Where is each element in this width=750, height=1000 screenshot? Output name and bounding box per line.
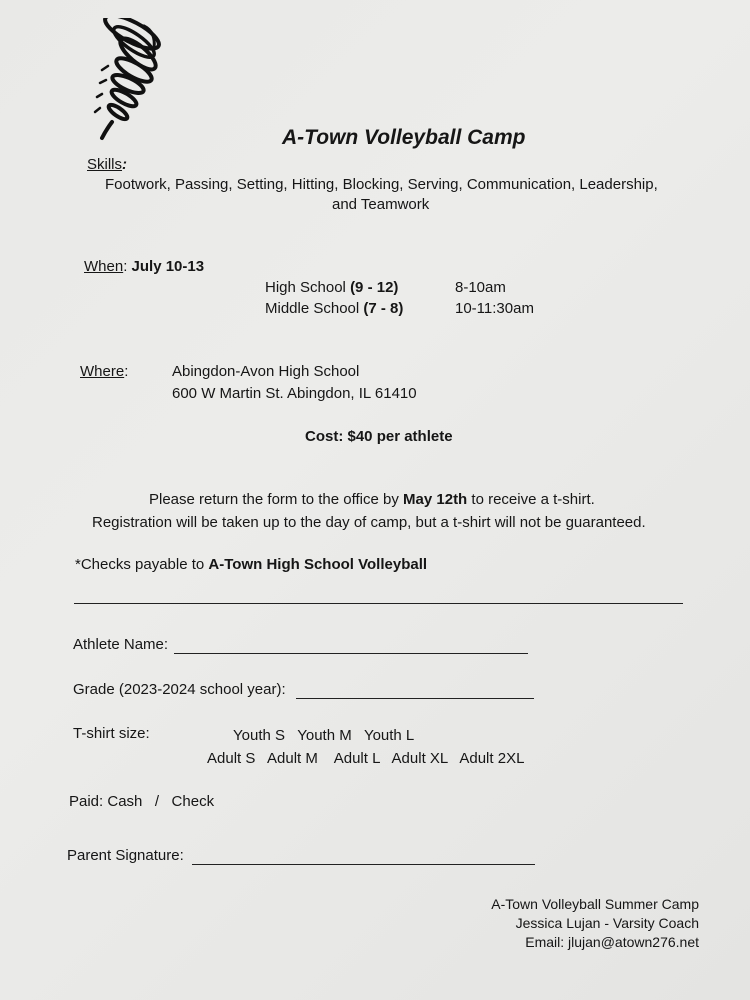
checks-payee: A-Town High School Volleyball bbox=[208, 556, 428, 573]
athlete-name-field[interactable] bbox=[174, 653, 528, 654]
session-name: High School bbox=[265, 279, 351, 296]
grade-field[interactable] bbox=[296, 698, 534, 699]
when-colon: : bbox=[123, 258, 132, 275]
tornado-logo-icon bbox=[88, 18, 170, 143]
page-title: A-Town Volleyball Camp bbox=[282, 126, 526, 149]
return-note-text: Please return the form to the office by bbox=[149, 491, 404, 508]
skills-list-line2: and Teamwork bbox=[332, 196, 430, 213]
skills-colon: : bbox=[122, 156, 128, 173]
where-colon: : bbox=[124, 363, 129, 380]
session-grades: (7 - 8) bbox=[363, 300, 404, 317]
footer-email: Email: jlujan@atown276.net bbox=[525, 934, 699, 950]
where-label: Where bbox=[80, 363, 125, 380]
parent-signature-label: Parent Signature: bbox=[67, 847, 184, 864]
adult-size-options[interactable]: Adult S Adult M Adult L Adult XL Adult 2XL bbox=[207, 750, 525, 767]
footer-camp-name: A-Town Volleyball Summer Camp bbox=[491, 896, 699, 912]
checks-prefix: *Checks payable to bbox=[75, 556, 209, 573]
return-deadline: May 12th bbox=[403, 491, 468, 508]
checks-note bbox=[75, 556, 427, 573]
skills-heading bbox=[87, 156, 127, 173]
return-note-line1 bbox=[149, 491, 595, 508]
grade-label: Grade (2023-2024 school year): bbox=[73, 681, 286, 698]
paid-method[interactable]: Paid: Cash / Check bbox=[69, 793, 215, 810]
return-note-line2: Registration will be taken up to the day of camp, but a t-shirt will not be guaranteed. bbox=[92, 514, 646, 531]
athlete-name-label: Athlete Name: bbox=[73, 636, 169, 653]
return-note-text: to receive a t-shirt. bbox=[467, 491, 595, 508]
parent-signature-field[interactable] bbox=[192, 864, 535, 865]
when-label: When bbox=[84, 258, 124, 275]
session-time: 8-10am bbox=[455, 279, 506, 296]
where-school: Abingdon-Avon High School bbox=[172, 363, 360, 380]
when-date: July 10-13 bbox=[131, 258, 205, 275]
session-high-school bbox=[265, 279, 398, 296]
youth-size-options[interactable]: Youth S Youth M Youth L bbox=[233, 727, 415, 744]
session-grades: (9 - 12) bbox=[350, 279, 399, 296]
session-name: Middle School bbox=[265, 300, 364, 317]
when-heading bbox=[84, 258, 204, 275]
tshirt-size-label: T-shirt size: bbox=[73, 725, 150, 742]
where-heading bbox=[80, 363, 128, 380]
footer-coach: Jessica Lujan - Varsity Coach bbox=[515, 915, 699, 931]
where-address: 600 W Martin St. Abingdon, IL 61410 bbox=[172, 385, 417, 402]
session-time: 10-11:30am bbox=[455, 300, 534, 317]
cost-text: Cost: $40 per athlete bbox=[305, 428, 453, 445]
divider bbox=[74, 603, 683, 604]
session-middle-school bbox=[265, 300, 403, 317]
skills-list-line1: Footwork, Passing, Setting, Hitting, Blocking, Serving, Communication, Leadership, bbox=[105, 176, 658, 193]
skills-label: Skills bbox=[87, 156, 123, 173]
